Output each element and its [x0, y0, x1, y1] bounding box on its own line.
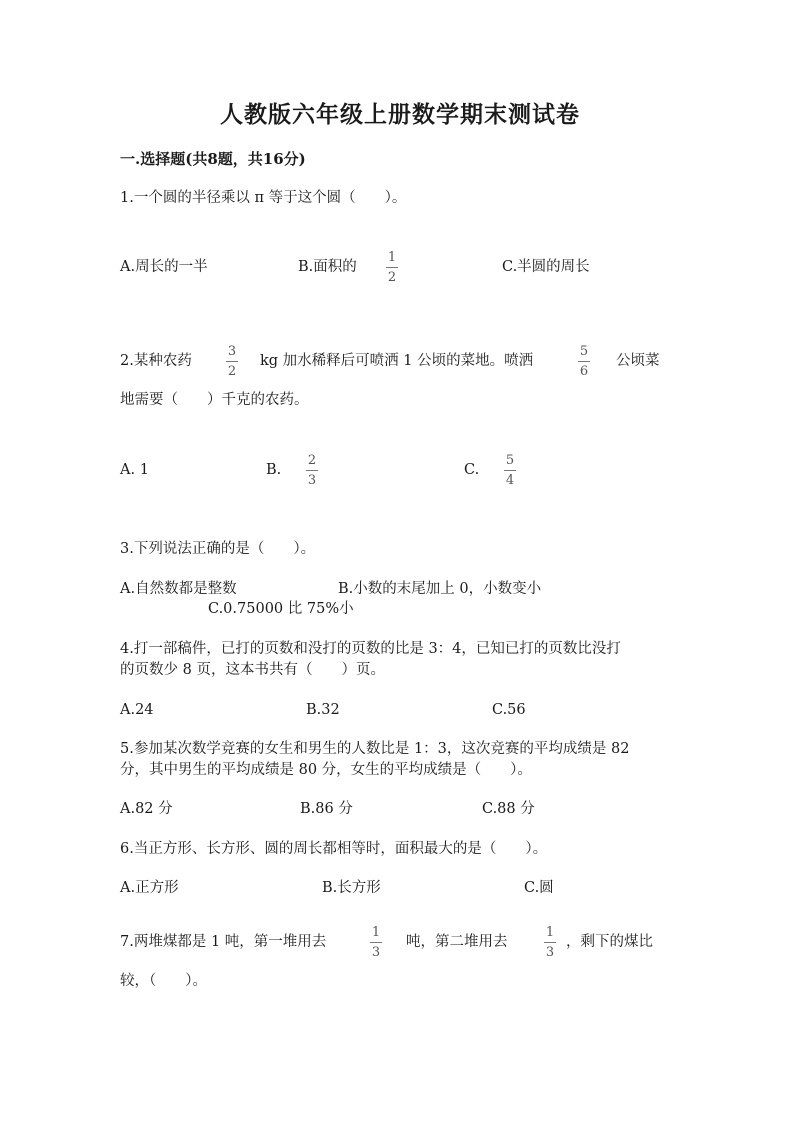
fraction-denominator: 3: [307, 473, 317, 488]
page-title: 人教版六年级上册数学期末测试卷: [220, 101, 580, 128]
question-5-option-b: B.86 分: [300, 801, 353, 817]
question-2-stem-part1: 2.某种农药: [120, 353, 192, 369]
question-4-stem-line2: 的页数少 8 页，这本书共有（ ）页。: [120, 662, 385, 678]
question-5-option-a: A.82 分: [120, 801, 173, 817]
question-3-option-c: C.0.75000 比 75%小: [208, 601, 354, 617]
question-1-option-b-fraction: [386, 250, 398, 285]
question-6-option-a: A.正方形: [120, 880, 179, 896]
question-5-stem-line2: 分，其中男生的平均成绩是 80 分，女生的平均成绩是（ ）。: [120, 762, 532, 778]
question-1-option-c: C.半圆的周长: [502, 259, 590, 275]
question-5-option-c: C.88 分: [482, 801, 535, 817]
question-1-option-b: B.面积的: [298, 259, 357, 275]
fraction-numerator: 2: [307, 453, 317, 468]
question-4-option-b: B.32: [306, 702, 340, 718]
section-heading: 一.选择题(共8题，共16分): [120, 150, 306, 168]
fraction-numerator: 3: [227, 344, 237, 359]
fraction-numerator: 1: [545, 925, 555, 940]
question-7-fraction-2: [544, 925, 556, 960]
question-2-fraction-2: [578, 344, 590, 379]
question-2-stem-part2: kg 加水稀释后可喷洒 1 公顷的菜地。喷洒: [260, 353, 534, 369]
question-5-stem-line1: 5.参加某次数学竞赛的女生和男生的人数比是 1：3，这次竞赛的平均成绩是 82: [120, 741, 630, 757]
question-7-stem-part2: 吨，第二堆用去: [406, 934, 508, 950]
fraction-denominator: 3: [371, 945, 381, 960]
question-1-option-a: A.周长的一半: [120, 259, 208, 275]
question-7-stem-line2: 较，（ ）。: [120, 973, 207, 989]
fraction-bar: [226, 361, 238, 362]
question-6-option-c: C.圆: [524, 880, 554, 896]
fraction-denominator: 2: [387, 270, 397, 285]
fraction-bar: [504, 470, 516, 471]
fraction-bar: [578, 361, 590, 362]
question-7-stem-part3: ，剩下的煤比: [566, 934, 653, 950]
fraction-numerator: 1: [387, 250, 397, 265]
fraction-numerator: 5: [579, 344, 589, 359]
fraction-numerator: 5: [505, 453, 515, 468]
question-7-fraction-1: [370, 925, 382, 960]
question-2-stem-line2: 地需要（ ）千克的农药。: [120, 392, 309, 408]
question-2-option-c: C.: [464, 462, 480, 478]
fraction-bar: [386, 267, 398, 268]
question-3-option-b: B.小数的末尾加上 0，小数变小: [338, 581, 542, 597]
question-6-option-b: B.长方形: [322, 880, 381, 896]
question-3-option-a: A.自然数都是整数: [120, 581, 237, 597]
fraction-denominator: 2: [227, 364, 237, 379]
question-3-stem: 3.下列说法正确的是（ ）。: [120, 541, 316, 557]
fraction-denominator: 4: [505, 473, 515, 488]
fraction-denominator: 3: [545, 945, 555, 960]
question-4-stem-line1: 4.打一部稿件，已打的页数和没打的页数的比是 3：4，已知已打的页数比没打: [120, 641, 621, 657]
question-2-stem-part3: 公顷菜: [616, 353, 660, 369]
question-2-option-a: A. 1: [120, 462, 149, 478]
question-1-stem: 1.一个圆的半径乘以 π 等于这个圆（ ）。: [120, 190, 407, 206]
fraction-bar: [544, 942, 556, 943]
question-2-option-b: B.: [266, 462, 282, 478]
question-4-option-a: A.24: [120, 702, 154, 718]
question-6-stem: 6.当正方形、长方形、圆的周长都相等时，面积最大的是（ ）。: [120, 841, 548, 857]
fraction-bar: [306, 470, 318, 471]
fraction-denominator: 6: [579, 364, 589, 379]
question-2-option-c-fraction: [504, 453, 516, 488]
question-2-fraction-1: [226, 344, 238, 379]
fraction-bar: [370, 942, 382, 943]
question-2-option-b-fraction: [306, 453, 318, 488]
question-7-stem-part1: 7.两堆煤都是 1 吨，第一堆用去: [120, 934, 327, 950]
fraction-numerator: 1: [371, 925, 381, 940]
question-4-option-c: C.56: [492, 702, 526, 718]
